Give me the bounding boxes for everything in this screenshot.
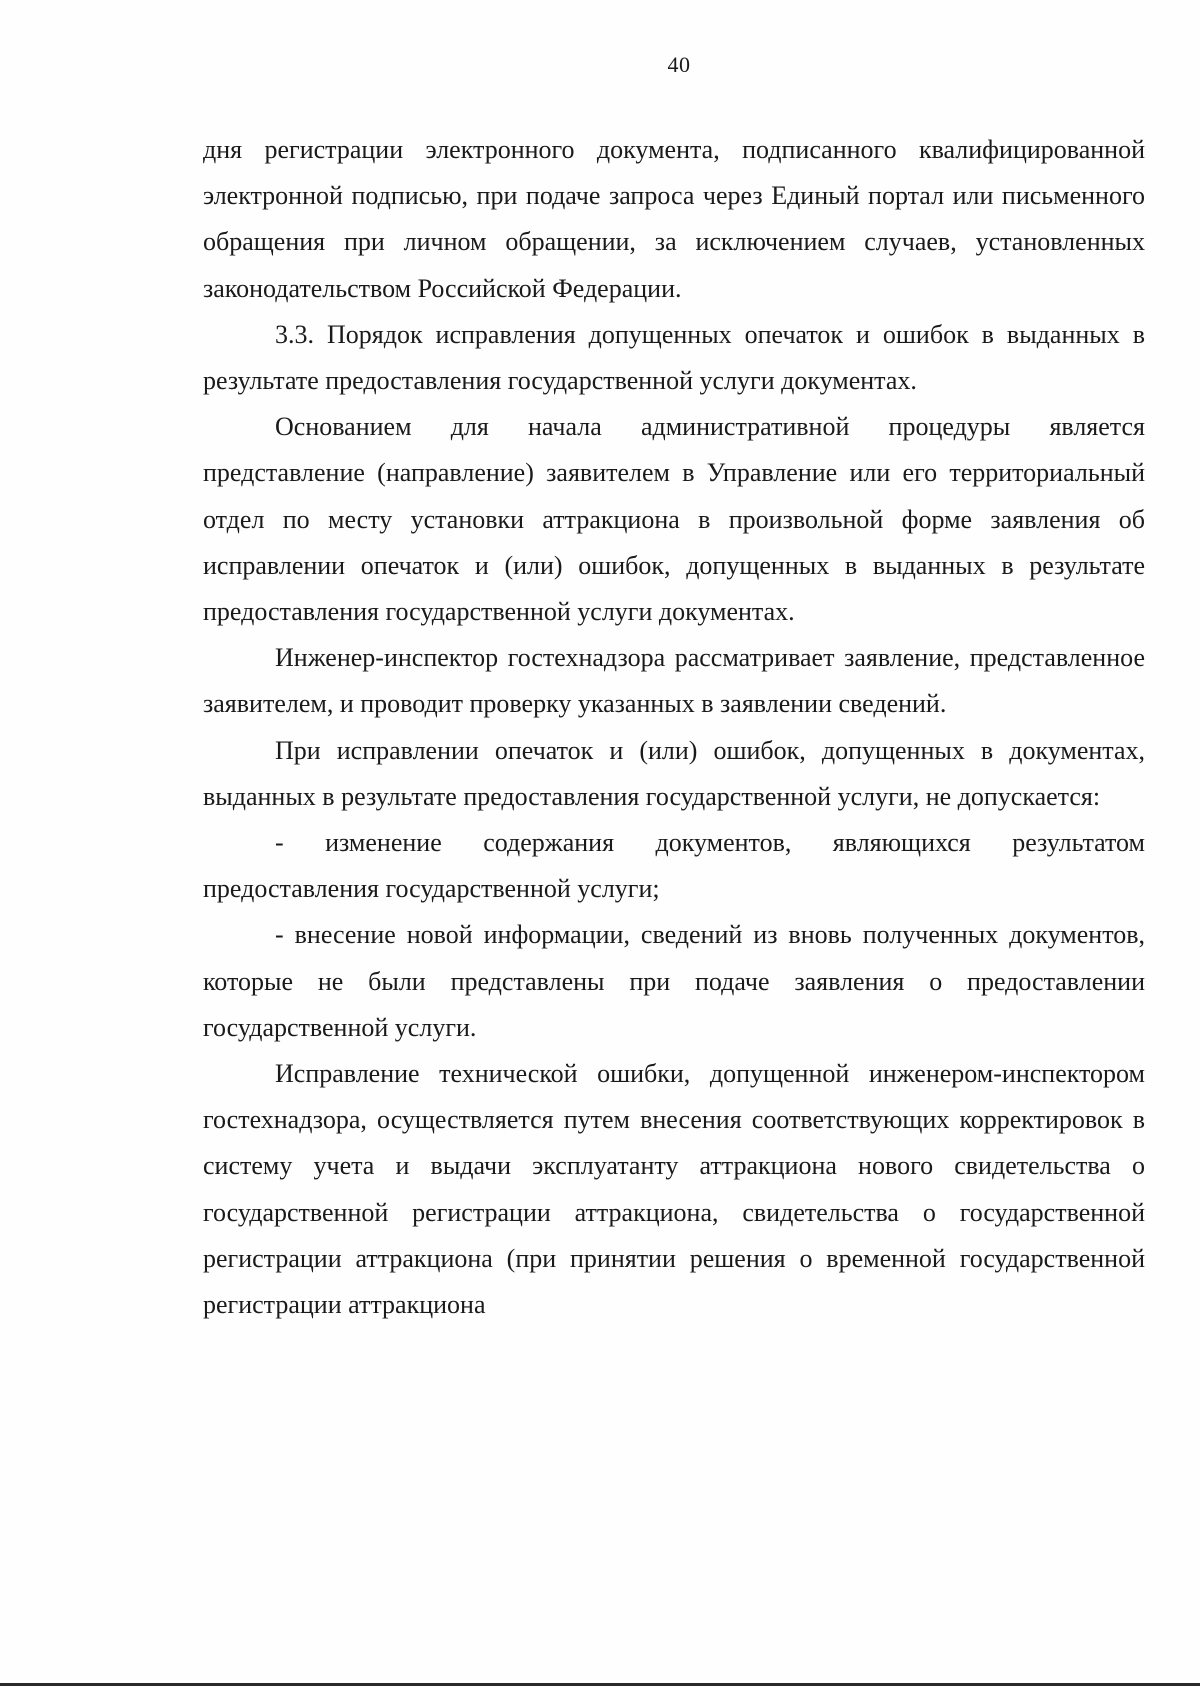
scan-edge-line (0, 1683, 1200, 1686)
list-item-content-change: - изменение содержания документов, являющихся результатом предоставления государственной услуги; (203, 828, 1145, 904)
paragraph-continuation: дня регистрации электронного документа, подписанного квалифицированной электронной подписью, при подаче запроса через Единый портал или письменного обращения при личном обращении, за исключением случаев, установленных законодательством Российской Федерации. (203, 135, 1145, 303)
paragraph-inspector-review: Инженер-инспектор гостехнадзора рассматривает заявление, представленное заявителем, и проводит проверку указанных в заявлении сведений. (203, 643, 1145, 719)
page-number: 40 (667, 52, 691, 77)
document-body (203, 127, 1145, 1328)
paragraph-section-heading: 3.3. Порядок исправления допущенных опечаток и ошибок в выданных в результате предоставления государственной услуги документах. (203, 319, 1145, 396)
paragraph-grounds: Основанием для начала административной процедуры является представление (направление) заявителем в Управление или его территориальный отдел по месту установки аттракциона в произвольной форме заявления об исправлении опечаток и (или) ошибок, допущенных в выданных в результате предоставления государственной услуги документах. (203, 412, 1145, 627)
list-item-new-information: - внесение новой информации, сведений из вновь полученных документов, которые не были представлены при подаче заявления о предоставлении государственной услуги. (203, 920, 1145, 1042)
paragraph-not-allowed-intro: При исправлении опечаток и (или) ошибок, допущенных в документах, выданных в результате предоставления государственной услуги, не допускается: (203, 735, 1145, 811)
paragraph-technical-error: Исправление технической ошибки, допущенной инженером-инспектором гостехнадзора, осуществляется путем внесения соответствующих корректировок в систему учета и выдачи эксплуатанту аттракциона нового свидетельства о государственной регистрации аттракциона, свидетельства о государственной регистрации аттракциона (при принятии решения о временной государственной регистрации аттракциона (203, 1059, 1145, 1320)
